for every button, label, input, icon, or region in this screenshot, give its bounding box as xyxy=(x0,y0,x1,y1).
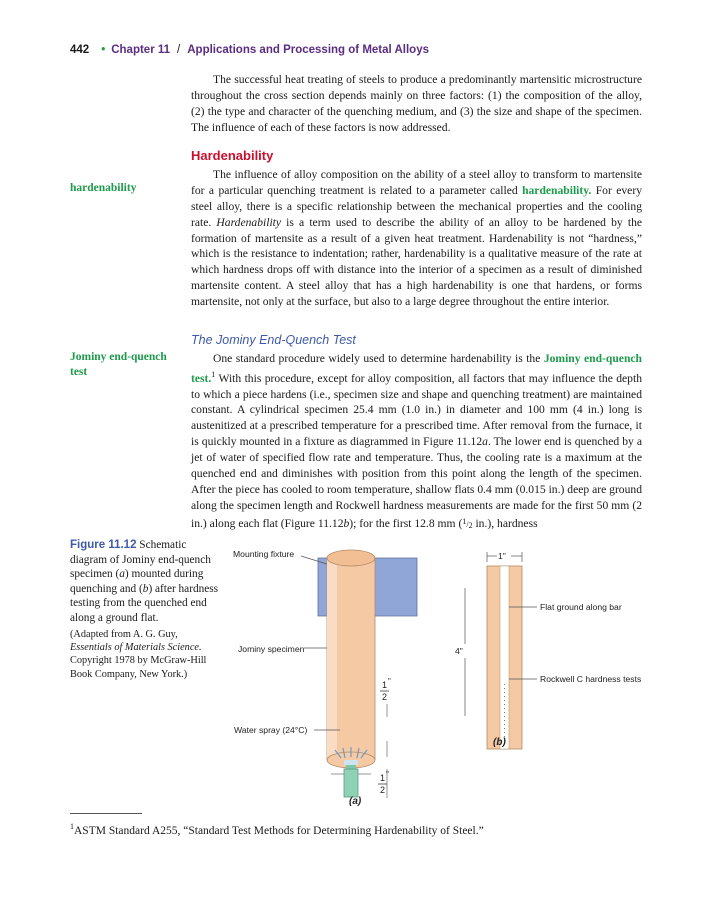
label-rockwell: Rockwell C hardness tests xyxy=(540,674,642,684)
running-header xyxy=(70,44,429,56)
separator: / xyxy=(177,44,181,56)
footnote: $^1$ASTM Standard A255, “Standard Test Methods for Determining Hardenability of Steel.” xyxy=(70,822,484,837)
figure-source: (Adapted from A. G. Guy, Essentials of Materials Science. Copyright 1978 by McGraw-Hill Book Company, New York.) xyxy=(70,628,207,680)
hardenability-section xyxy=(191,148,642,310)
intro-paragraph: The successful heat treating of steels to produce a predominantly martensitic microstructure throughout the cross section depends mainly on three factors: (1) the composition of the alloy, (2) the type and character of the quenching medium, and (3) the size and shape of the specimen. The influence of each of these factors is now addressed. xyxy=(191,73,642,134)
jominy-section xyxy=(191,333,642,534)
svg-text:": " xyxy=(388,677,391,686)
figure-caption: Figure 11.12 Schematic diagram of Jominy end-quench specimen (a) mounted during quenching and (b) after hardness testing from the quenched end along a ground flat. (Adapted from A. G. Guy, Essentials of Materials Science. Copyright 1978 by McGraw-Hill Book Company, New York.) xyxy=(70,539,219,680)
chapter-label: Chapter 11 xyxy=(111,44,171,56)
footnote-rule xyxy=(70,813,142,814)
figure-label: Figure 11.12 xyxy=(70,539,137,551)
svg-text:4": 4" xyxy=(455,646,463,656)
hardenability-paragraph: The influence of alloy composition on the ability of a steel alloy to transform to martensite for a particular quenching treatment is related to a parameter called hardenability. For every steel alloy, there is a specific relationship between the mechanical properties and the cooling rate. Hardenability is a term used to describe the ability of an alloy to be hardened by the formation of martensite as a result of a given heat treatment. Hardenability is not “hardness,” which is the resistance to indentation; rather, hardenability is a qualitative measure of the rate at which hardness drops off with distance into the interior of a specimen as a result of diminished martensite content. A steel alloy that has a high hardenability is one that hardens, or forms martensite, not only at the surface, but also to a large degree throughout the entire interior. xyxy=(191,167,643,309)
section-heading: Hardenability xyxy=(191,148,274,163)
svg-text:1: 1 xyxy=(380,773,386,783)
jominy-diagram xyxy=(225,532,645,810)
svg-text:2: 2 xyxy=(380,785,386,795)
margin-term-jominy: Jominy end-quench test xyxy=(70,351,167,378)
term-hardenability: hardenability. xyxy=(522,183,592,197)
four-inch-dimension xyxy=(455,588,465,716)
jominy-paragraph: One standard procedure widely used to determine hardenability is the Jominy end-quench test.$^1$ With this procedure, except for alloy composition, all factors that may influence the depth to which a piece hardens (i.e., specimen size and shape and quenching treatment) are maintained constant. A cylindrical specimen 25.4 mm (1.0 in.) in diameter and 100 mm (4 in.) long is austenitized at a prescribed temperature for a prescribed time. After removal from the furnace, it is quickly mounted in a fixture as diagrammed in Figure 11.12a. The lower end is quenched by a jet of water of specified flow rate and temperature. Thus, the cooling rate is a maximum at the quenched end and diminishes with position from this point along the length of the specimen. After the piece has cooled to room temperature, shallow flats 0.4 mm (0.015 in.) deep are ground along the specimen length and Rockwell hardness measurements are made for the first 50 mm (2 in.) along each flat (Figure 11.12b); for the first 12.8 mm ($^1$/2 in.), hardness xyxy=(191,351,642,530)
page-number: 442 xyxy=(70,44,90,56)
chapter-title: Applications and Processing of Metal Alloys xyxy=(187,44,429,56)
specimen-a xyxy=(327,550,375,768)
bullet: • xyxy=(101,44,106,56)
half-inch-dimension-top xyxy=(380,677,391,757)
specimen-b xyxy=(487,566,522,749)
half-inch-dimension-bottom xyxy=(331,769,389,798)
svg-text:": " xyxy=(386,770,389,779)
label-water-spray: Water spray (24°C) xyxy=(234,725,308,735)
subfigure-label-a: (a) xyxy=(349,796,362,807)
subsection-heading: The Jominy End-Quench Test xyxy=(191,333,356,347)
svg-text:1": 1" xyxy=(498,551,506,561)
term-jominy: Jominy end-quench test. xyxy=(191,351,642,385)
label-flat-ground: Flat ground along bar xyxy=(540,602,622,612)
svg-text:1: 1 xyxy=(382,680,388,690)
footnote-ref: 1 xyxy=(211,369,216,379)
one-inch-dimension xyxy=(487,551,522,562)
margin-term-hardenability: hardenability xyxy=(70,182,137,194)
subfigure-label-b: (b) xyxy=(493,737,506,748)
label-mounting-fixture: Mounting fixture xyxy=(233,549,295,559)
label-jominy-specimen: Jominy specimen xyxy=(238,644,305,654)
svg-text:2: 2 xyxy=(382,692,388,702)
